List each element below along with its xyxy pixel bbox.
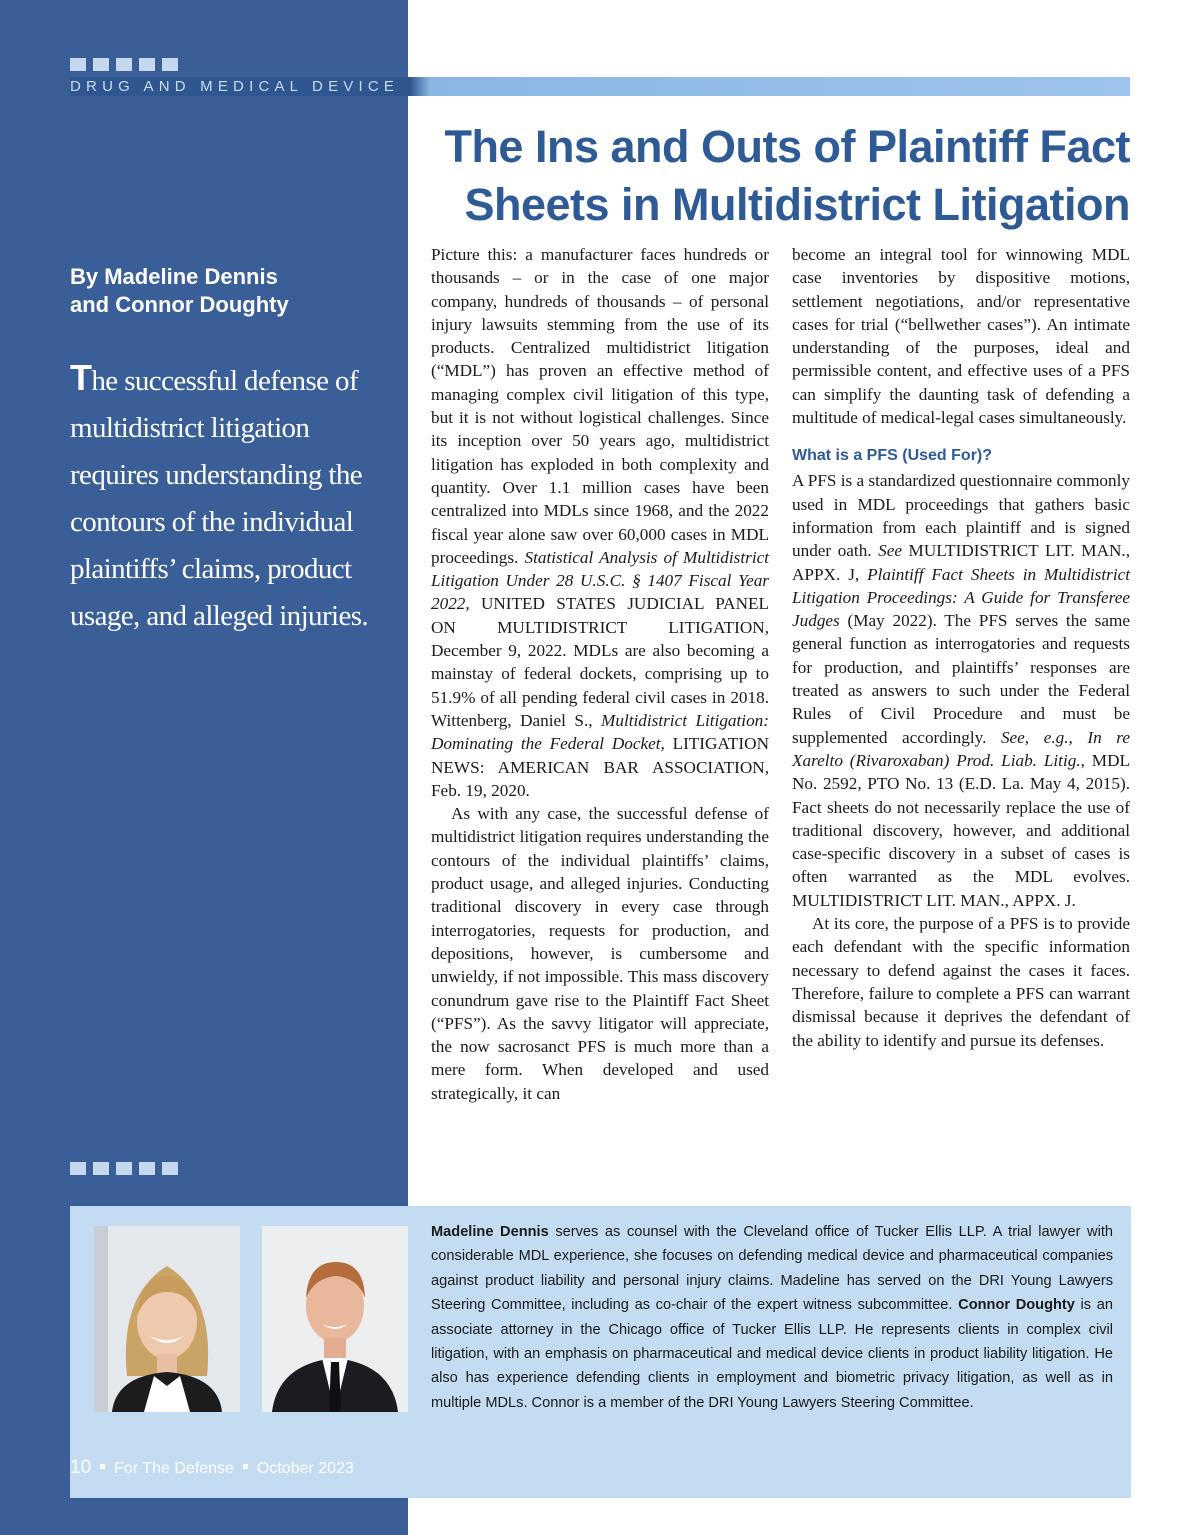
author-bio-box [70, 1206, 1131, 1498]
author-photo-dennis [94, 1226, 240, 1412]
publication-name: For The Defense [114, 1460, 234, 1477]
section-band [70, 77, 1130, 96]
author-photo-doughty [262, 1226, 408, 1412]
body-paragraph-1: Picture this: a manufacturer faces hundreds or thousands – or in the case of one major company, hundreds of thousands – of personal injury lawsuits stemming from the use of its products. Centralized multidistrict litigation (“MDL”) has proven an effective method of managing complex civil litigation of this type, but it is not without logistical challenges. Since its inception over 50 years ago, multidistrict litigation has exploded in both complexity and quantity. Over 1.1 million cases have been centralized into MDLs since 1968, and the 2022 fiscal year alone saw over 60,000 cases in MDL proceedings. Statistical Analysis of Multidistrict Litigation Under 28 U.S.C. § 1407 Fiscal Year 2022, UNITED STATES JUDICIAL PANEL ON MULTIDISTRICT LITIGATION, December 9, 2022. MDLs are also becoming a mainstay of federal dockets, comprising up to 51.9% of all pending federal civil cases in 2018. Wittenberg, Daniel S., Multidistrict Litigation: Dominating the Federal Docket, LITIGATION NEWS: AMERICAN BAR ASSOCIATION, Feb. 19, 2020. [431, 245, 769, 800]
section-label: DRUG AND MEDICAL DEVICE [70, 78, 400, 95]
bio-name-doughty: Connor Doughty [958, 1297, 1075, 1314]
issue-date: October 2023 [256, 1460, 354, 1477]
bio-name-dennis: Madeline Dennis [431, 1224, 549, 1240]
portrait-woman-icon [94, 1226, 240, 1412]
decorative-squares-bottom [70, 1162, 178, 1175]
article-headline: The Ins and Outs of Plaintiff Fact Sheets in Multidistrict Litigation [444, 121, 1130, 230]
footer-separator [100, 1464, 105, 1469]
body-column-right [792, 243, 1130, 1052]
pull-quote-drop-letter: T [70, 357, 92, 398]
page-footer [70, 1457, 354, 1479]
pull-quote [70, 354, 390, 640]
author-byline: By Madeline Dennis and Connor Doughty [70, 264, 289, 317]
section-subhead: What is a PFS (Used For)? [792, 447, 993, 465]
page-number: 10 [70, 1457, 92, 1478]
body-paragraph-4: At its core, the purpose of a PFS is to provide each defendant with the specific information necessary to defend against the cases it faces. Therefore, failure to complete a PFS can warrant dismissal because it deprives the defendant of the ability to identify and pursue its defenses. [792, 914, 1130, 1050]
body-paragraph-2-start: As with any case, the successful defense of multidistrict litigation requires understanding the contours of the individual plaintiffs’ claims, product usage, and alleged injuries. Conducting traditional discovery in every case through interrogatories, requests for production, and depositions, however, is cumbersome and unwieldy, if not impossible. This mass discovery conundrum gave rise to the Plaintiff Fact Sheet (“PFS”). As the savvy litigator will appreciate, the now sacrosanct PFS is much more than a mere form. When developed and used strategically, it can [431, 804, 769, 1103]
portrait-man-icon [262, 1226, 408, 1412]
footer-separator [243, 1464, 248, 1469]
decorative-squares-top [70, 58, 178, 71]
author-bio-text: Madeline Dennis serves as counsel with the Cleveland office of Tucker Ellis LLP. A trial lawyer with considerable MDL experience, she focuses on defending medical device and pharmaceutical companies against product liability and personal injury claims. Madeline has served on the DRI Young Lawyers Steering Committee, including as co-chair of the expert witness subcommittee. Connor Doughty is an associate attorney in the Chicago office of Tucker Ellis LLP. He represents clients in complex civil litigation, with an emphasis on pharmaceutical and medical device clients in product liability litigation. He also has experience defending clients in employment and biometric privacy litigation, as well as in multiple MDLs. Connor is a member of the DRI Young Lawyers Steering Committee. [431, 1224, 1113, 1411]
body-column-left [431, 243, 769, 1105]
pull-quote-text: he successful defense of multidistrict litigation requires understanding the contours of the individual plaintiffs’ claims, product usage, and alleged injuries. [70, 365, 369, 632]
body-paragraph-3: A PFS is a standardized questionnaire commonly used in MDL proceedings that gathers basic information from each plaintiff and is signed under oath. See MULTIDISTRICT LIT. MAN., APPX. J, Plaintiff Fact Sheets in Multidistrict Litigation Proceedings: A Guide for Transferee Judges (May 2022). The PFS serves the same general function as interrogatories and requests for production, and plaintiffs’ responses are treated as answers to such under the Federal Rules of Civil Procedure and must be supplemented accordingly. See, e.g., In re Xarelto (Rivaroxaban) Prod. Liab. Litig., MDL No. 2592, PTO No. 13 (E.D. La. May 4, 2015). Fact sheets do not necessarily replace the use of traditional discovery, however, and additional case-specific discovery in a subset of cases is often warranted as the MDL evolves. MULTIDISTRICT LIT. MAN., APPX. J. [792, 471, 1130, 910]
body-paragraph-2-end: become an integral tool for winnowing MDL case inventories by dispositive motions, settlement negotiations, and/or representative cases for trial (“bellwether cases”). An intimate understanding of the purposes, ideal and permissible content, and effective uses of a PFS can simplify the daunting task of defending a multitude of medical-legal cases simultaneously. [792, 245, 1130, 428]
